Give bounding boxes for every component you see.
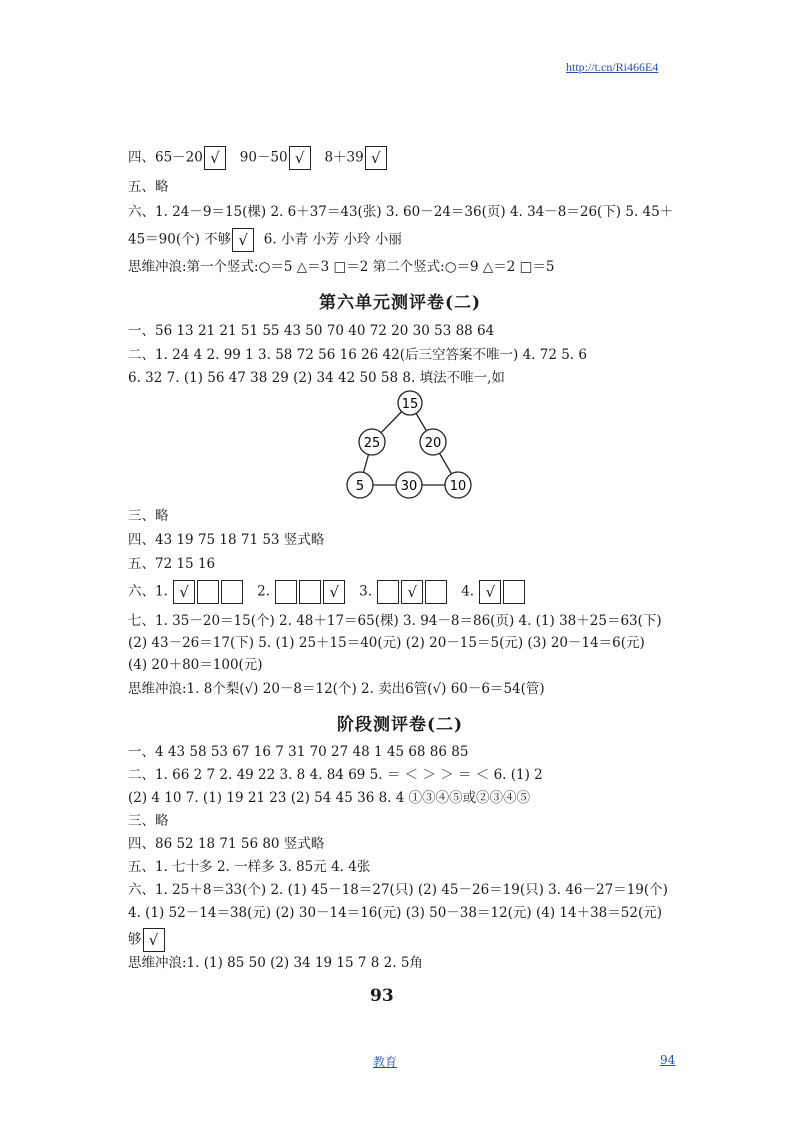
s1-line-5: 思维冲浪:第一个竖式:○＝5 △＝3 □＝2 第二个竖式:○＝9 △＝2 □＝5 [128,259,555,275]
node-mid-right [420,429,446,455]
check-box: √ [365,146,387,170]
s1-l4a: 45＝90(个) 不够 [128,231,232,248]
node-bottom-mid [396,472,422,498]
empty-box [425,580,447,604]
check-box: √ [479,580,501,604]
check-box: √ [401,580,423,604]
empty-box [299,580,321,604]
node-mid-left [359,429,385,455]
node-mid-right-value: 20 [424,436,442,451]
footer-link-page[interactable]: 94 [660,1053,676,1067]
footer-link-education[interactable]: 教育 [373,1055,398,1069]
s3-line-8: 4. (1) 52－14＝38(元) (2) 30－14＝16(元) (3) 50－38＝12(元) (4) 14＋38＝52(元) [128,905,662,921]
check-box: √ [143,928,165,952]
s3-line-9 [128,928,688,952]
s1-l1c: 8＋39 [324,149,364,166]
node-mid-left-value: 25 [363,436,381,451]
node-top-value: 15 [401,397,419,412]
s3-line-1: 一、4 43 58 53 67 16 7 31 70 27 48 1 45 68 86 85 [128,744,469,760]
s2-line-5: 四、43 19 75 18 71 53 竖式略 [128,532,325,548]
page-number: 93 [370,986,394,1006]
s1-line-2: 五、略 [128,179,169,195]
s2-l7d: 4. [461,583,475,600]
triangle-diagram [340,390,480,502]
empty-box [221,580,243,604]
s2-l7c: 3. [359,583,373,600]
header-url-link[interactable]: http://t.cn/Ri466E4 [566,60,659,74]
node-bottom-right-value: 10 [449,479,467,494]
node-bottom-mid-value: 30 [400,479,418,494]
section-title-stage-test: 阶段测评卷(二) [336,715,464,735]
node-bottom-left-value: 5 [355,479,365,494]
empty-box [275,580,297,604]
s1-l4b: 6. 小青 小芳 小玲 小丽 [263,231,402,248]
check-box: √ [289,146,311,170]
s2-line-8: 七、1. 35－20＝15(个) 2. 48＋17＝65(棵) 3. 94－8＝86(页) 4. (1) 38＋25＝63(下) [128,613,662,629]
s2-l7a: 六、1. [128,583,168,600]
s3-l9: 够 [128,931,142,948]
check-box: √ [204,146,226,170]
empty-box [503,580,525,604]
s2-line-10: (4) 20＋80＝100(元) [128,657,263,673]
empty-box [377,580,399,604]
s3-line-4: 三、略 [128,813,169,829]
node-bottom-right [445,472,471,498]
s1-line-1 [128,146,688,170]
section-title-unit6: 第六单元测评卷(二) [318,293,482,313]
s2-line-11: 思维冲浪:1. 8个梨(√) 20－8＝12(个) 2. 卖出6管(√) 60－6＝54(管) [128,681,545,697]
s1-l1a: 四、65－20 [128,149,203,166]
s3-line-7: 六、1. 25＋8＝33(个) 2. (1) 45－18＝27(只) (2) 45－26＝19(只) 3. 46－27＝19(个) [128,882,668,898]
check-box: √ [232,228,254,252]
s2-line-9: (2) 43－26＝17(下) 5. (1) 25＋15＝40(元) (2) 20－15＝5(元) (3) 20－14＝6(元) [128,635,645,651]
s2-l7b: 2. [257,583,270,600]
node-bottom-left [347,472,373,498]
s3-line-6: 五、1. 七十多 2. 一样多 3. 85元 4. 4张 [128,859,371,875]
s2-line-6: 五、72 15 16 [128,556,216,572]
s1-line-4 [128,228,688,252]
s3-line-5: 四、86 52 18 71 56 80 竖式略 [128,836,325,852]
s1-l1b: 90－50 [239,149,288,166]
empty-box [197,580,219,604]
s1-line-3: 六、1. 24－9＝15(棵) 2. 6＋37＝43(张) 3. 60－24＝36(页) 4. 34－8＝26(下) 5. 45＋ [128,204,674,220]
s2-line-4: 三、略 [128,508,169,524]
s2-line-7 [128,580,688,604]
s3-line-3: (2) 4 10 7. (1) 19 21 23 (2) 54 45 36 8. 4 ①③④⑤或②③④⑤ [128,790,531,806]
s3-line-2: 二、1. 66 2 7 2. 49 22 3. 8 4. 84 69 5. ＝ ＜ ＞ ＞ ＝ ＜ 6. (1) 2 [128,767,543,783]
s2-line-1: 一、56 13 21 21 51 55 43 50 70 40 72 20 30 53 88 64 [128,323,495,339]
check-box: √ [323,580,345,604]
s2-line-2: 二、1. 24 4 2. 99 1 3. 58 72 56 16 26 42(后三空答案不唯一) 4. 72 5. 6 [128,347,587,363]
s3-line-10: 思维冲浪:1. (1) 85 50 (2) 34 19 15 7 8 2. 5角 [128,955,423,971]
s2-line-3: 6. 32 7. (1) 56 47 38 29 (2) 34 42 50 58 8. 填法不唯一,如 [128,370,505,386]
node-top [398,391,422,415]
check-box: √ [173,580,195,604]
